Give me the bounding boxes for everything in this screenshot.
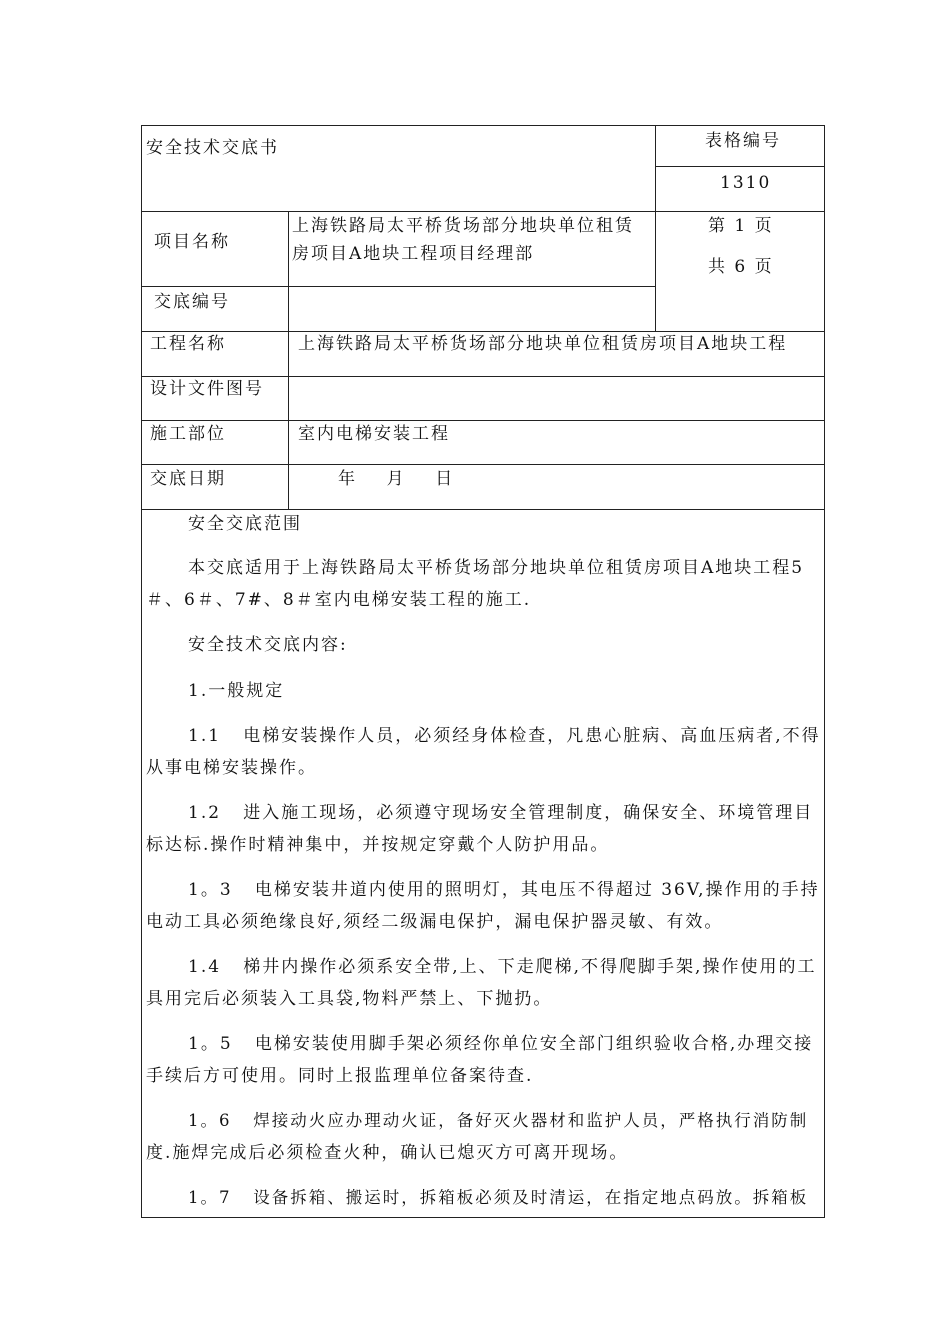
- item-line: 1.4 梯井内操作必须系安全带,上、下走爬梯,不得爬脚手架,操作使用的工: [188, 957, 817, 977]
- content-heading: 安全技术交底内容:: [188, 635, 348, 655]
- page-total: 共 6 页: [708, 257, 774, 277]
- design-doc-label: 设计文件图号: [150, 379, 264, 399]
- item-line: 具用完后必须装入工具袋,物料严禁上、下抛扔。: [146, 989, 553, 1009]
- item-line: 1.2 进入施工现场，必须遵守现场安全管理制度，确保安全、环境管理目: [188, 803, 814, 823]
- scope-line2: ＃、6＃、7#、8＃室内电梯安装工程的施工.: [146, 590, 532, 610]
- disclosure-date-value: 年 月 日: [338, 469, 455, 489]
- form-no-label: 表格编号: [705, 131, 781, 151]
- doc-title: 安全技术交底书: [146, 138, 279, 158]
- divider: [142, 420, 825, 421]
- item-line: 1。6 焊接动火应办理动火证，备好灭火器材和监护人员，严格执行消防制: [188, 1111, 809, 1130]
- divider: [288, 211, 289, 509]
- project-name-label: 项目名称: [154, 232, 230, 252]
- engineering-name-label: 工程名称: [150, 334, 226, 354]
- disclosure-date-label: 交底日期: [150, 469, 226, 489]
- safety-disclosure-form: [141, 125, 825, 1218]
- divider: [142, 286, 655, 287]
- divider: [655, 166, 825, 167]
- item-line: 1。3 电梯安装井道内使用的照明灯，其电压不得超过 36V,操作用的手持: [188, 880, 820, 900]
- item-line: 度.施焊完成后必须检查火种，确认已熄灭方可离开现场。: [146, 1143, 629, 1163]
- divider: [142, 509, 825, 510]
- scope-line1: 本交底适用于上海铁路局太平桥货场部分地块单位租赁房项目A地块工程5: [188, 558, 805, 578]
- section-1-heading: 1.一般规定: [188, 681, 285, 701]
- engineering-name-value: 上海铁路局太平桥货场部分地块单位租赁房项目A地块工程: [298, 334, 788, 354]
- divider: [142, 464, 825, 465]
- item-line: 1。7 设备拆箱、搬运时，拆箱板必须及时清运，在指定地点码放。拆箱板: [188, 1188, 809, 1207]
- divider: [655, 126, 656, 331]
- project-name-value-line1: 上海铁路局太平桥货场部分地块单位租赁: [292, 216, 634, 236]
- item-line: 1。5 电梯安装使用脚手架必须经你单位安全部门组织验收合格,办理交接: [188, 1034, 814, 1054]
- page-bottom-rule: [141, 1217, 825, 1218]
- divider: [142, 211, 825, 212]
- disclosure-no-label: 交底编号: [154, 292, 230, 312]
- item-line: 从事电梯安装操作。: [146, 758, 317, 778]
- form-no-value: 1310: [720, 173, 772, 193]
- project-name-value-line2: 房项目A地块工程项目经理部: [292, 244, 535, 264]
- item-line: 手续后方可使用。同时上报监理单位备案待查.: [146, 1066, 534, 1086]
- scope-heading: 安全交底范围: [188, 514, 302, 534]
- item-line: 1.1 电梯安装操作人员，必须经身体检查，凡患心脏病、高血压病者,不得: [188, 726, 821, 746]
- item-line: 电动工具必须绝缘良好,须经二级漏电保护，漏电保护器灵敏、有效。: [146, 912, 724, 932]
- construction-part-value: 室内电梯安装工程: [298, 424, 450, 444]
- item-line: 标达标.操作时精神集中，并按规定穿戴个人防护用品。: [146, 835, 610, 855]
- construction-part-label: 施工部位: [150, 424, 226, 444]
- page-current: 第 1 页: [708, 216, 774, 236]
